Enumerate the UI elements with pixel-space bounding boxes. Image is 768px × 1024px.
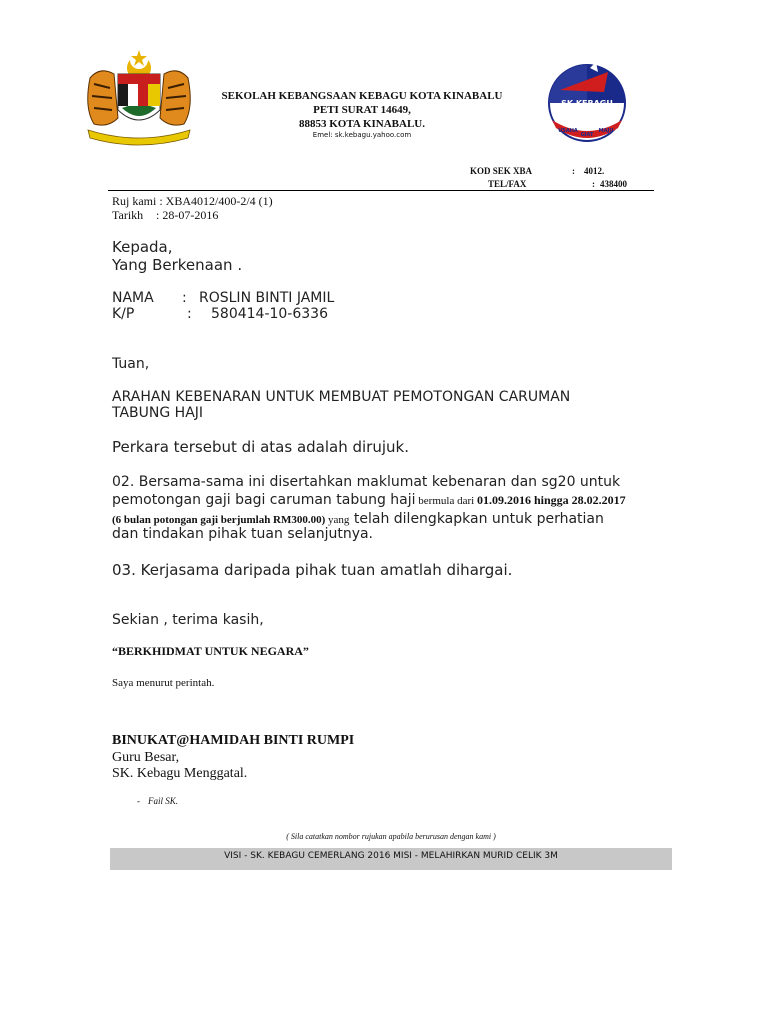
paragraph-2-from: bermula dari [415, 495, 477, 507]
reference-note: ( Sila catatkan nombor rujukan apabila berurusan dengan kami ) [286, 832, 496, 841]
cc-bullet: - [137, 796, 140, 806]
name-label: NAMA [112, 290, 154, 306]
kp-separator: : [187, 306, 192, 322]
logo-motto-3: MAJU [598, 128, 614, 134]
paragraph-2-text: pemotongan gaji bagi caruman tabung haji [112, 492, 416, 508]
paragraph-2-amount: (6 bulan potongan gaji berjumlah RM300.00) [112, 514, 326, 526]
signatory-title: Guru Besar, [112, 750, 180, 765]
recipient-line-1: Kepada, [112, 238, 173, 256]
paragraph-2-line-2 [112, 491, 626, 509]
name-separator: : [182, 290, 187, 306]
paragraph-3: 03. Kerjasama daripada pihak tuan amatlah dihargai. [112, 561, 513, 579]
header-divider [108, 190, 654, 191]
date-value: : 28-07-2016 [156, 208, 219, 222]
paragraph-2-completed: telah dilengkapkan untuk perhatian [349, 511, 604, 527]
order-text: Saya menurut perintah. [112, 677, 215, 689]
paragraph-1: Perkara tersebut di atas adalah dirujuk. [112, 438, 409, 456]
name-value: ROSLIN BINTI JAMIL [199, 290, 335, 306]
paragraph-2-which: yang [325, 514, 350, 526]
paragraph-2-line-4: dan tindakan pihak tuan selanjutnya. [112, 526, 374, 542]
kp-label: K/P [112, 306, 135, 322]
kod-separator: : [572, 166, 575, 176]
paragraph-2-line-1: 02. Bersama-sama ini disertahkan maklumat kebenaran dan sg20 untuk [112, 474, 621, 490]
subject-line-2: TABUNG HAJI [112, 405, 204, 421]
motto-quote: “BERKHIDMAT UNTUK NEGARA” [112, 644, 309, 658]
tel-separator: : [592, 179, 595, 189]
school-logo-text: SK KEBAGU [561, 99, 613, 108]
vision-mission-text: VISI - SK. KEBAGU CEMERLANG 2016 MISI - MELAHIRKAN MURID CELIK 3M [224, 851, 558, 861]
school-logo [546, 62, 628, 144]
logo-motto-2: GIAT [580, 132, 594, 138]
closing: Sekian , terima kasih, [112, 612, 264, 628]
po-box: PETI SURAT 14649, [313, 104, 411, 116]
salutation: Tuan, [112, 356, 150, 372]
tel-value: 438400 [600, 179, 627, 189]
logo-motto-1: USAHA [558, 128, 578, 134]
reference-number: Ruj kami : XBA4012/400-2/4 (1) [112, 194, 273, 208]
paragraph-2-period: 01.09.2016 hingga 28.02.2017 [476, 493, 626, 507]
coat-of-arms-logo [80, 48, 198, 148]
date-label: Tarikh [112, 208, 144, 222]
signatory-school: SK. Kebagu Menggatal. [112, 766, 248, 781]
signatory-name: BINUKAT@HAMIDAH BINTI RUMPI [112, 733, 355, 748]
cc-file: Fail SK. [148, 796, 179, 806]
city-address: 88853 KOTA KINABALU. [298, 118, 425, 130]
vision-mission-bar [110, 848, 672, 870]
kod-label: KOD SEK XBA [470, 166, 533, 176]
kod-value: 4012. [584, 166, 605, 176]
school-email: Emel: sk.kebagu.yahoo.com [312, 131, 412, 139]
tel-label: TEL/FAX [488, 179, 527, 189]
subject-line-1: ARAHAN KEBENARAN UNTUK MEMBUAT PEMOTONGAN CARUMAN [112, 389, 571, 405]
school-name: SEKOLAH KEBANGSAAN KEBAGU KOTA KINABALU [221, 90, 503, 102]
recipient-line-2: Yang Berkenaan . [112, 256, 243, 274]
kp-value: 580414-10-6336 [211, 306, 328, 322]
